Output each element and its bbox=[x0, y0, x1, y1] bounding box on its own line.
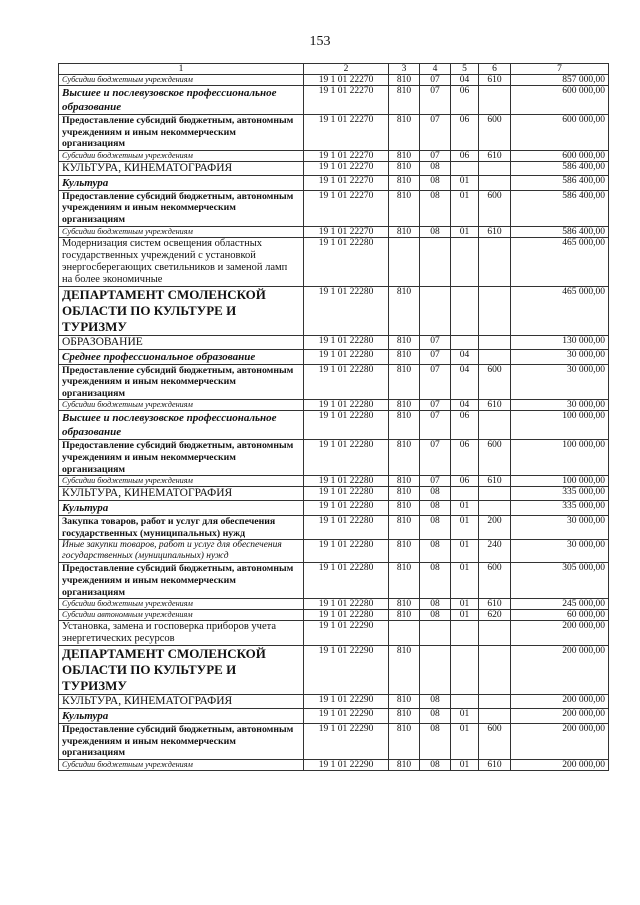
table-row bbox=[59, 540, 609, 563]
section-cell bbox=[420, 286, 451, 335]
section-cell: 08 bbox=[420, 516, 451, 540]
table-row bbox=[59, 440, 609, 476]
row-name-cell: Субсидии бюджетным учреждениям bbox=[59, 476, 304, 487]
amount-cell: 586 400,00 bbox=[511, 226, 609, 237]
amount-cell: 30 000,00 bbox=[511, 516, 609, 540]
row-name-cell: КУЛЬТУРА, КИНЕМАТОГРАФИЯ bbox=[59, 487, 304, 501]
admin-code-cell: 810 bbox=[389, 709, 420, 724]
column-header: 5 bbox=[451, 64, 479, 75]
row-name-cell: Модернизация систем освещения областных государственных учреждений с установкой энергосберегающих светильников и заменой ламп на более экономичные bbox=[59, 237, 304, 286]
target-code-cell: 19 1 01 22280 bbox=[304, 237, 389, 286]
section-cell: 08 bbox=[420, 709, 451, 724]
amount-cell: 30 000,00 bbox=[511, 364, 609, 400]
section-cell: 08 bbox=[420, 487, 451, 501]
admin-code-cell: 810 bbox=[389, 540, 420, 563]
target-code-cell: 19 1 01 22270 bbox=[304, 190, 389, 226]
expense-type-cell: 610 bbox=[479, 400, 511, 411]
admin-code-cell: 810 bbox=[389, 476, 420, 487]
section-cell: 07 bbox=[420, 349, 451, 364]
row-name-cell: Субсидии бюджетным учреждениям bbox=[59, 599, 304, 610]
target-code-cell: 19 1 01 22270 bbox=[304, 150, 389, 161]
admin-code-cell: 810 bbox=[389, 646, 420, 695]
row-name-cell: Иные закупки товаров, работ и услуг для обеспечения государственных (муниципальных) нужд bbox=[59, 540, 304, 563]
admin-code-cell: 810 bbox=[389, 501, 420, 516]
admin-code-cell: 810 bbox=[389, 400, 420, 411]
subsection-cell: 06 bbox=[451, 150, 479, 161]
section-cell: 07 bbox=[420, 400, 451, 411]
target-code-cell: 19 1 01 22280 bbox=[304, 411, 389, 440]
target-code-cell: 19 1 01 22280 bbox=[304, 610, 389, 621]
row-name-cell: Предоставление субсидий бюджетным, автономным учреждениям и иным некоммерческим организациям bbox=[59, 440, 304, 476]
target-code-cell: 19 1 01 22290 bbox=[304, 621, 389, 646]
column-header: 2 bbox=[304, 64, 389, 75]
subsection-cell: 04 bbox=[451, 349, 479, 364]
amount-cell: 100 000,00 bbox=[511, 411, 609, 440]
table-row bbox=[59, 610, 609, 621]
column-header: 3 bbox=[389, 64, 420, 75]
amount-cell: 30 000,00 bbox=[511, 540, 609, 563]
table-row bbox=[59, 286, 609, 335]
budget-table bbox=[58, 63, 609, 771]
subsection-cell: 01 bbox=[451, 610, 479, 621]
amount-cell: 600 000,00 bbox=[511, 115, 609, 151]
admin-code-cell: 810 bbox=[389, 487, 420, 501]
table-row bbox=[59, 175, 609, 190]
row-name-cell: Субсидии бюджетным учреждениям bbox=[59, 759, 304, 770]
amount-cell: 586 400,00 bbox=[511, 175, 609, 190]
amount-cell: 100 000,00 bbox=[511, 476, 609, 487]
subsection-cell: 01 bbox=[451, 226, 479, 237]
row-name-cell: Среднее профессиональное образование bbox=[59, 349, 304, 364]
section-cell: 07 bbox=[420, 440, 451, 476]
expense-type-cell: 620 bbox=[479, 610, 511, 621]
subsection-cell: 06 bbox=[451, 115, 479, 151]
expense-type-cell: 600 bbox=[479, 724, 511, 760]
target-code-cell: 19 1 01 22280 bbox=[304, 487, 389, 501]
table-row bbox=[59, 364, 609, 400]
table-row bbox=[59, 226, 609, 237]
table-row bbox=[59, 476, 609, 487]
expense-type-cell bbox=[479, 175, 511, 190]
row-name-cell: Субсидии бюджетным учреждениям bbox=[59, 226, 304, 237]
target-code-cell: 19 1 01 22270 bbox=[304, 75, 389, 86]
section-cell: 08 bbox=[420, 161, 451, 175]
subsection-cell: 01 bbox=[451, 540, 479, 563]
amount-cell: 465 000,00 bbox=[511, 237, 609, 286]
section-cell: 08 bbox=[420, 175, 451, 190]
page-number: 153 bbox=[309, 34, 331, 49]
amount-cell: 305 000,00 bbox=[511, 563, 609, 599]
section-cell: 07 bbox=[420, 364, 451, 400]
amount-cell: 335 000,00 bbox=[511, 487, 609, 501]
expense-type-cell: 600 bbox=[479, 563, 511, 599]
admin-code-cell: 810 bbox=[389, 349, 420, 364]
amount-cell: 857 000,00 bbox=[511, 75, 609, 86]
table-row bbox=[59, 335, 609, 349]
expense-type-cell: 610 bbox=[479, 476, 511, 487]
subsection-cell: 01 bbox=[451, 501, 479, 516]
table-row bbox=[59, 190, 609, 226]
target-code-cell: 19 1 01 22280 bbox=[304, 501, 389, 516]
amount-cell: 30 000,00 bbox=[511, 400, 609, 411]
expense-type-cell: 610 bbox=[479, 150, 511, 161]
section-cell bbox=[420, 646, 451, 695]
amount-cell: 200 000,00 bbox=[511, 724, 609, 760]
section-cell: 07 bbox=[420, 75, 451, 86]
subsection-cell: 06 bbox=[451, 476, 479, 487]
expense-type-cell bbox=[479, 349, 511, 364]
target-code-cell: 19 1 01 22280 bbox=[304, 286, 389, 335]
expense-type-cell bbox=[479, 86, 511, 115]
subsection-cell: 01 bbox=[451, 724, 479, 760]
target-code-cell: 19 1 01 22280 bbox=[304, 349, 389, 364]
section-cell bbox=[420, 237, 451, 286]
admin-code-cell: 810 bbox=[389, 161, 420, 175]
admin-code-cell: 810 bbox=[389, 599, 420, 610]
amount-cell: 100 000,00 bbox=[511, 440, 609, 476]
column-header: 1 bbox=[59, 64, 304, 75]
subsection-cell: 01 bbox=[451, 175, 479, 190]
table-row bbox=[59, 349, 609, 364]
row-name-cell: Культура bbox=[59, 175, 304, 190]
expense-type-cell: 610 bbox=[479, 759, 511, 770]
admin-code-cell: 810 bbox=[389, 516, 420, 540]
section-cell: 08 bbox=[420, 226, 451, 237]
target-code-cell: 19 1 01 22280 bbox=[304, 440, 389, 476]
target-code-cell: 19 1 01 22280 bbox=[304, 476, 389, 487]
subsection-cell: 01 bbox=[451, 190, 479, 226]
target-code-cell: 19 1 01 22270 bbox=[304, 86, 389, 115]
target-code-cell: 19 1 01 22290 bbox=[304, 759, 389, 770]
admin-code-cell: 810 bbox=[389, 190, 420, 226]
admin-code-cell: 810 bbox=[389, 226, 420, 237]
row-name-cell: ДЕПАРТАМЕНТ СМОЛЕНСКОЙ ОБЛАСТИ ПО КУЛЬТУРЕ И ТУРИЗМУ bbox=[59, 286, 304, 335]
amount-cell: 586 400,00 bbox=[511, 190, 609, 226]
expense-type-cell bbox=[479, 695, 511, 709]
expense-type-cell: 200 bbox=[479, 516, 511, 540]
admin-code-cell: 810 bbox=[389, 759, 420, 770]
subsection-cell: 01 bbox=[451, 709, 479, 724]
subsection-cell: 04 bbox=[451, 364, 479, 400]
admin-code-cell: 810 bbox=[389, 695, 420, 709]
table-row bbox=[59, 86, 609, 115]
table-row bbox=[59, 115, 609, 151]
row-name-cell: ДЕПАРТАМЕНТ СМОЛЕНСКОЙ ОБЛАСТИ ПО КУЛЬТУРЕ И ТУРИЗМУ bbox=[59, 646, 304, 695]
table-row bbox=[59, 75, 609, 86]
expense-type-cell: 610 bbox=[479, 226, 511, 237]
subsection-cell bbox=[451, 237, 479, 286]
expense-type-cell bbox=[479, 286, 511, 335]
admin-code-cell: 810 bbox=[389, 286, 420, 335]
amount-cell: 200 000,00 bbox=[511, 646, 609, 695]
table-row bbox=[59, 150, 609, 161]
admin-code-cell bbox=[389, 621, 420, 646]
table-row bbox=[59, 237, 609, 286]
target-code-cell: 19 1 01 22280 bbox=[304, 599, 389, 610]
column-header: 4 bbox=[420, 64, 451, 75]
subsection-cell: 01 bbox=[451, 516, 479, 540]
expense-type-cell bbox=[479, 709, 511, 724]
column-header: 7 bbox=[511, 64, 609, 75]
section-cell bbox=[420, 621, 451, 646]
subsection-cell bbox=[451, 621, 479, 646]
table-row bbox=[59, 501, 609, 516]
admin-code-cell bbox=[389, 237, 420, 286]
row-name-cell: Субсидии бюджетным учреждениям bbox=[59, 400, 304, 411]
amount-cell: 200 000,00 bbox=[511, 759, 609, 770]
table-row bbox=[59, 599, 609, 610]
row-name-cell: Предоставление субсидий бюджетным, автономным учреждениям и иным некоммерческим организациям bbox=[59, 364, 304, 400]
amount-cell: 600 000,00 bbox=[511, 150, 609, 161]
section-cell: 08 bbox=[420, 563, 451, 599]
amount-cell: 465 000,00 bbox=[511, 286, 609, 335]
subsection-cell: 01 bbox=[451, 599, 479, 610]
amount-cell: 335 000,00 bbox=[511, 501, 609, 516]
table-row bbox=[59, 516, 609, 540]
section-cell: 08 bbox=[420, 610, 451, 621]
table-row bbox=[59, 709, 609, 724]
expense-type-cell bbox=[479, 237, 511, 286]
section-cell: 07 bbox=[420, 411, 451, 440]
row-name-cell: Субсидии бюджетным учреждениям bbox=[59, 75, 304, 86]
expense-type-cell: 600 bbox=[479, 364, 511, 400]
target-code-cell: 19 1 01 22280 bbox=[304, 400, 389, 411]
section-cell: 08 bbox=[420, 759, 451, 770]
admin-code-cell: 810 bbox=[389, 724, 420, 760]
row-name-cell: Культура bbox=[59, 709, 304, 724]
section-cell: 07 bbox=[420, 115, 451, 151]
target-code-cell: 19 1 01 22290 bbox=[304, 695, 389, 709]
table-row bbox=[59, 400, 609, 411]
row-name-cell: Культура bbox=[59, 501, 304, 516]
subsection-cell bbox=[451, 695, 479, 709]
expense-type-cell bbox=[479, 411, 511, 440]
amount-cell: 60 000,00 bbox=[511, 610, 609, 621]
expense-type-cell bbox=[479, 646, 511, 695]
section-cell: 08 bbox=[420, 599, 451, 610]
row-name-cell: Высшее и послевузовское профессиональное образование bbox=[59, 411, 304, 440]
subsection-cell: 01 bbox=[451, 563, 479, 599]
amount-cell: 586 400,00 bbox=[511, 161, 609, 175]
target-code-cell: 19 1 01 22280 bbox=[304, 516, 389, 540]
row-name-cell: КУЛЬТУРА, КИНЕМАТОГРАФИЯ bbox=[59, 161, 304, 175]
section-cell: 07 bbox=[420, 150, 451, 161]
row-name-cell: Предоставление субсидий бюджетным, автономным учреждениям и иным некоммерческим организациям bbox=[59, 115, 304, 151]
table-row bbox=[59, 724, 609, 760]
table-row bbox=[59, 411, 609, 440]
expense-type-cell bbox=[479, 501, 511, 516]
amount-cell: 130 000,00 bbox=[511, 335, 609, 349]
subsection-cell: 06 bbox=[451, 440, 479, 476]
target-code-cell: 19 1 01 22280 bbox=[304, 364, 389, 400]
row-name-cell: Предоставление субсидий бюджетным, автономным учреждениям и иным некоммерческим организациям bbox=[59, 724, 304, 760]
amount-cell: 30 000,00 bbox=[511, 349, 609, 364]
admin-code-cell: 810 bbox=[389, 563, 420, 599]
table-row bbox=[59, 621, 609, 646]
row-name-cell: Закупка товаров, работ и услуг для обеспечения государственных (муниципальных) нужд bbox=[59, 516, 304, 540]
section-cell: 07 bbox=[420, 335, 451, 349]
expense-type-cell: 240 bbox=[479, 540, 511, 563]
section-cell: 08 bbox=[420, 695, 451, 709]
section-cell: 07 bbox=[420, 476, 451, 487]
row-name-cell: Предоставление субсидий бюджетным, автономным учреждениям и иным некоммерческим организациям bbox=[59, 563, 304, 599]
amount-cell: 200 000,00 bbox=[511, 695, 609, 709]
admin-code-cell: 810 bbox=[389, 610, 420, 621]
row-name-cell: Субсидии автономным учреждениям bbox=[59, 610, 304, 621]
section-cell: 08 bbox=[420, 540, 451, 563]
admin-code-cell: 810 bbox=[389, 115, 420, 151]
expense-type-cell bbox=[479, 487, 511, 501]
expense-type-cell bbox=[479, 621, 511, 646]
row-name-cell: КУЛЬТУРА, КИНЕМАТОГРАФИЯ bbox=[59, 695, 304, 709]
subsection-cell: 01 bbox=[451, 759, 479, 770]
subsection-cell bbox=[451, 487, 479, 501]
section-cell: 08 bbox=[420, 724, 451, 760]
amount-cell: 600 000,00 bbox=[511, 86, 609, 115]
table-row bbox=[59, 563, 609, 599]
target-code-cell: 19 1 01 22270 bbox=[304, 115, 389, 151]
expense-type-cell bbox=[479, 161, 511, 175]
admin-code-cell: 810 bbox=[389, 150, 420, 161]
subsection-cell bbox=[451, 286, 479, 335]
expense-type-cell: 600 bbox=[479, 190, 511, 226]
subsection-cell: 06 bbox=[451, 86, 479, 115]
expense-type-cell: 610 bbox=[479, 75, 511, 86]
subsection-cell: 04 bbox=[451, 400, 479, 411]
table-row bbox=[59, 695, 609, 709]
admin-code-cell: 810 bbox=[389, 411, 420, 440]
table-row bbox=[59, 646, 609, 695]
target-code-cell: 19 1 01 22280 bbox=[304, 335, 389, 349]
target-code-cell: 19 1 01 22290 bbox=[304, 646, 389, 695]
table-header-row bbox=[59, 64, 609, 75]
section-cell: 07 bbox=[420, 86, 451, 115]
target-code-cell: 19 1 01 22280 bbox=[304, 563, 389, 599]
table-row bbox=[59, 487, 609, 501]
expense-type-cell: 600 bbox=[479, 115, 511, 151]
target-code-cell: 19 1 01 22290 bbox=[304, 724, 389, 760]
admin-code-cell: 810 bbox=[389, 440, 420, 476]
target-code-cell: 19 1 01 22280 bbox=[304, 540, 389, 563]
row-name-cell: Предоставление субсидий бюджетным, автономным учреждениям и иным некоммерческим организациям bbox=[59, 190, 304, 226]
column-header: 6 bbox=[479, 64, 511, 75]
amount-cell: 200 000,00 bbox=[511, 709, 609, 724]
subsection-cell bbox=[451, 335, 479, 349]
target-code-cell: 19 1 01 22270 bbox=[304, 161, 389, 175]
section-cell: 08 bbox=[420, 501, 451, 516]
admin-code-cell: 810 bbox=[389, 86, 420, 115]
target-code-cell: 19 1 01 22270 bbox=[304, 175, 389, 190]
target-code-cell: 19 1 01 22270 bbox=[304, 226, 389, 237]
section-cell: 08 bbox=[420, 190, 451, 226]
admin-code-cell: 810 bbox=[389, 364, 420, 400]
expense-type-cell: 610 bbox=[479, 599, 511, 610]
subsection-cell bbox=[451, 646, 479, 695]
subsection-cell: 06 bbox=[451, 411, 479, 440]
row-name-cell: Субсидии бюджетным учреждениям bbox=[59, 150, 304, 161]
row-name-cell: ОБРАЗОВАНИЕ bbox=[59, 335, 304, 349]
table-row bbox=[59, 759, 609, 770]
amount-cell: 200 000,00 bbox=[511, 621, 609, 646]
row-name-cell: Высшее и послевузовское профессиональное образование bbox=[59, 86, 304, 115]
admin-code-cell: 810 bbox=[389, 335, 420, 349]
expense-type-cell: 600 bbox=[479, 440, 511, 476]
admin-code-cell: 810 bbox=[389, 75, 420, 86]
target-code-cell: 19 1 01 22290 bbox=[304, 709, 389, 724]
table-row bbox=[59, 161, 609, 175]
amount-cell: 245 000,00 bbox=[511, 599, 609, 610]
row-name-cell: Установка, замена и госповерка приборов учета энергетических ресурсов bbox=[59, 621, 304, 646]
subsection-cell bbox=[451, 161, 479, 175]
subsection-cell: 04 bbox=[451, 75, 479, 86]
admin-code-cell: 810 bbox=[389, 175, 420, 190]
expense-type-cell bbox=[479, 335, 511, 349]
